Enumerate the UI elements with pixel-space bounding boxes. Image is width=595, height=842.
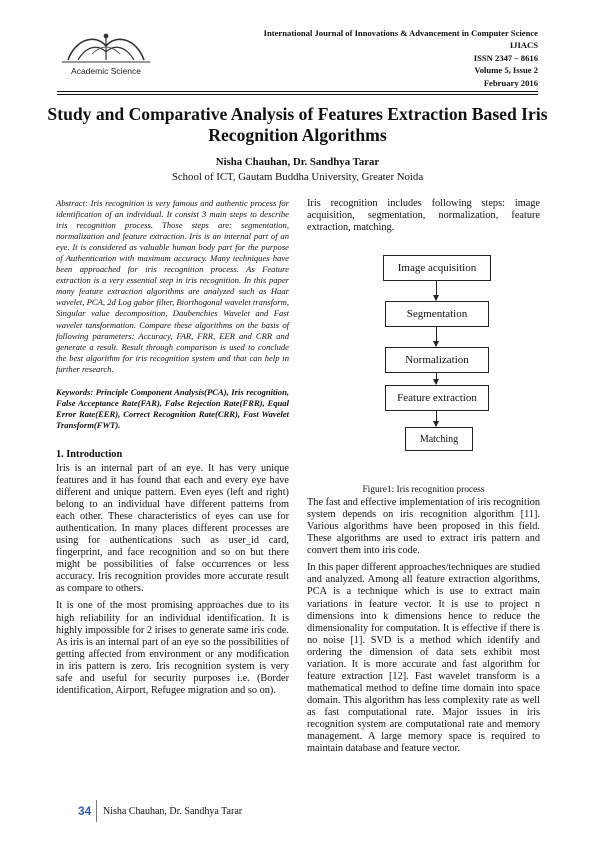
journal-issn: ISSN 2347 – 8616 (473, 52, 538, 63)
intro-paragraph-1: Iris is an internal part of an eye. It has very unique features and it has found that each and every eye have different and unique pattern. Even eyes (left and right) belong to an individual have different patterns from each other. These characteristics of eyes can use for authentication. In many places different processes are using for authentications such as user_id card, fingerprint, and face recognition and so on but there might be possibilities of false occurrences or less accuracy. Iris recognition provides more accurate result as compare to others. (56, 462, 289, 595)
flow-step-normalization: Normalization (385, 347, 489, 373)
journal-volume: Volume 5, Issue 2 (474, 65, 538, 76)
header-rule (57, 91, 538, 92)
iris-process-flowchart (307, 239, 540, 485)
paper-title: Study and Comparative Analysis of Features Extraction Based Iris Recognition Algorithms (47, 104, 548, 145)
flow-arrow (436, 410, 437, 426)
section-heading-introduction: 1. Introduction (56, 448, 123, 460)
logo-text: Academic Science (71, 66, 141, 76)
intro-paragraph-2: It is one of the most promising approaches due to its high reliability for an individual identification. It is highly impossible for 2 irises to generate same iris code. As iris is an internal part of an eye so the possibilities of getting affected from environment or any modification in iris pattern is zero. Iris recognition system is very safe and useful for security purposes i.e. (Border identification, Airport, Refugee migration and so on). (56, 600, 289, 696)
steps-paragraph: Iris recognition includes following steps: image acquisition, segmentation, normalization, feature extraction, matching. (307, 198, 540, 234)
figure-caption: Figure1: Iris recognition process (362, 485, 485, 496)
header-rule-thin (57, 94, 538, 95)
abstract: Abstract: Iris recognition is very famous and authentic process for identification of an individual. It consist 3 main steps to describe iris recognition process. Those steps are: segmentation, normalization and feature extraction. Iris is an internal part of an eye. It is considered as valuable human body part for the purpose of Authentication with maximum accuracy. Many techniques have been approached for iris recognition process. As Feature extraction is a very essential step in iris recognition. In this paper many feature extraction algorithms are analyzed such as Haar wavelet, PCA, 2d Log gabor filter, Biorthogonal wavelet transform, Singular value decomposition, Daubenchies Wavelet and Fast wavelet tansformation. Compare these algorithms on the basis of following parameters: Accuracy, FAR, FRR, EER and CRR and generate a result. Result through comparison is used to conclude the best algorithm for iris recognition system and that can help in further research. (56, 198, 289, 374)
right-column (307, 198, 540, 760)
paper-affiliation: School of ICT, Gautam Buddha University, Greater Noida (171, 171, 424, 183)
journal-header (264, 27, 538, 89)
algorithm-paragraph: The fast and effective implementation of iris recognition system depends on iris recognition algorithm [11]. Various algorithms have been proposed in this field. These algorithms are used to extract iris pattern and convert them into iris code. (307, 497, 540, 557)
page-number: 34 (78, 804, 92, 818)
academic-science-logo (56, 30, 156, 78)
journal-date: February 2016 (483, 77, 538, 88)
flow-step-matching: Matching (405, 427, 473, 451)
flow-arrow (436, 372, 437, 384)
flow-arrow (436, 280, 437, 300)
footer-authors: Nisha Chauhan, Dr. Sandhya Tarar (103, 806, 243, 817)
journal-name: International Journal of Innovations & Advancement in Computer Science (263, 28, 538, 38)
flow-step-segmentation: Segmentation (385, 301, 489, 327)
flow-step-image-acquisition: Image acquisition (383, 255, 491, 281)
flow-arrow (436, 326, 437, 346)
paper-authors: Nisha Chauhan, Dr. Sandhya Tarar (215, 156, 380, 168)
left-column (56, 198, 289, 702)
flourish-logo-icon (56, 30, 156, 66)
footer-divider (96, 800, 97, 822)
keywords: Keywords: Principle Component Analysis(PCA), Iris recognition, False Acceptance Rate(FAR), False Rejection Rate(FRR), Equal Error Rate(EER), Correct Recognition Rate(CRR), Fast Wavelet Transform(FWT). (56, 386, 289, 430)
flow-step-feature-extraction: Feature extraction (385, 385, 489, 411)
approaches-paragraph: In this paper different approaches/techniques are studied and analyzed. Among all feature extraction algorithms, PCA is a technique which is use to extract main variations in feature vector. It is use to project n dimensions into k dimensions hence to reduce the dimensionality for computation. It is effective if there is no noise [1]. SVD is a method which identify and ordering the dimension of data sets exhibit most variation. It is more accurate and fast algorithm for feature extraction [12]. Fast wavelet transform is a mathematical method to define time domain into space domain. This algorithm has less complexity rate as well as fast computational rate. Major issues in iris recognition system are computational rate and memory management. A large memory space is required to maintain database and feature vector. (307, 562, 540, 755)
journal-abbrev: IJIACS (509, 40, 538, 51)
